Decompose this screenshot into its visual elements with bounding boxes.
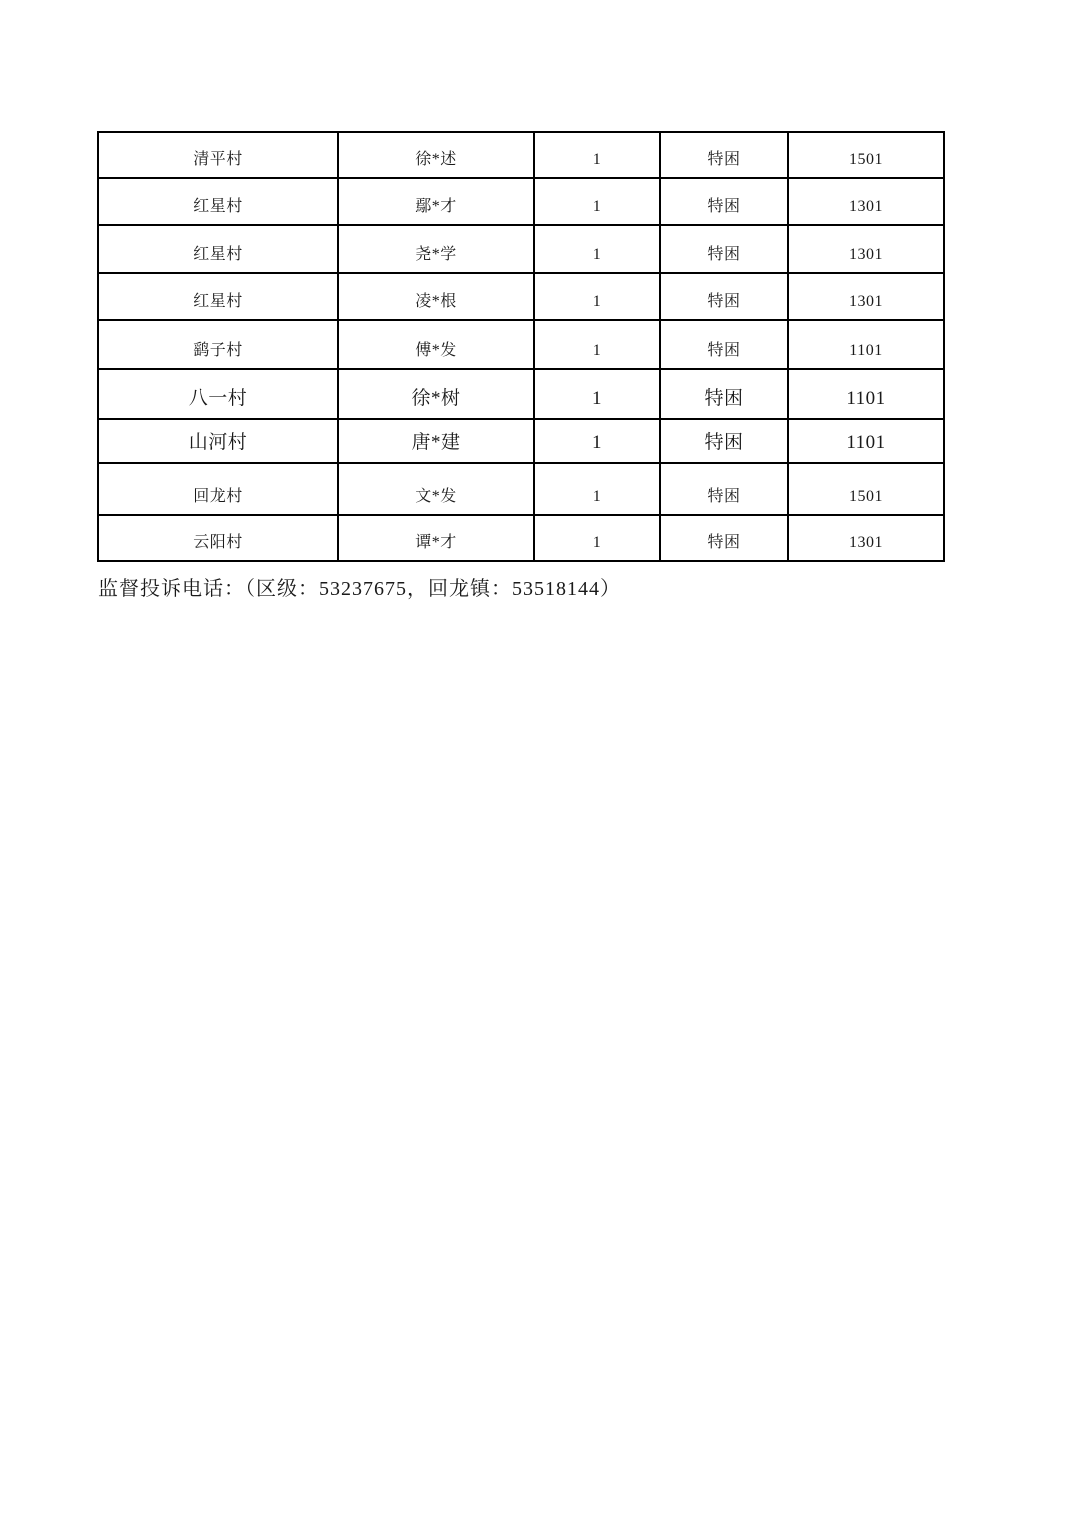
category-cell: 特困 xyxy=(660,419,788,463)
category-cell: 特困 xyxy=(660,515,788,561)
table-row xyxy=(98,178,944,225)
amount-cell: 1301 xyxy=(788,178,944,225)
person-name-cell: 凌*根 xyxy=(338,273,534,320)
amount-cell: 1301 xyxy=(788,225,944,273)
count-cell: 1 xyxy=(534,515,660,561)
table-row xyxy=(98,515,944,561)
count-cell: 1 xyxy=(534,419,660,463)
village-cell: 清平村 xyxy=(98,132,338,178)
category-cell: 特困 xyxy=(660,273,788,320)
person-name-cell: 徐*树 xyxy=(338,369,534,419)
category-cell: 特困 xyxy=(660,463,788,515)
person-name-cell: 谭*才 xyxy=(338,515,534,561)
benefit-table xyxy=(97,131,945,562)
village-cell: 云阳村 xyxy=(98,515,338,561)
table-row xyxy=(98,132,944,178)
village-cell: 红星村 xyxy=(98,225,338,273)
category-cell: 特困 xyxy=(660,369,788,419)
amount-cell: 1501 xyxy=(788,463,944,515)
category-cell: 特困 xyxy=(660,225,788,273)
count-cell: 1 xyxy=(534,463,660,515)
person-name-cell: 尧*学 xyxy=(338,225,534,273)
person-name-cell: 鄢*才 xyxy=(338,178,534,225)
table-row xyxy=(98,369,944,419)
category-cell: 特困 xyxy=(660,132,788,178)
person-name-cell: 唐*建 xyxy=(338,419,534,463)
village-cell: 山河村 xyxy=(98,419,338,463)
person-name-cell: 傅*发 xyxy=(338,320,534,369)
complaint-hotline-text: 监督投诉电话：（区级：53237675，回龙镇：53518144） xyxy=(98,578,621,600)
table-row xyxy=(98,463,944,515)
count-cell: 1 xyxy=(534,273,660,320)
category-cell: 特困 xyxy=(660,178,788,225)
amount-cell: 1301 xyxy=(788,273,944,320)
amount-cell: 1101 xyxy=(788,320,944,369)
amount-cell: 1101 xyxy=(788,369,944,419)
category-cell: 特困 xyxy=(660,320,788,369)
person-name-cell: 文*发 xyxy=(338,463,534,515)
count-cell: 1 xyxy=(534,369,660,419)
village-cell: 鹞子村 xyxy=(98,320,338,369)
table-row xyxy=(98,320,944,369)
count-cell: 1 xyxy=(534,225,660,273)
count-cell: 1 xyxy=(534,178,660,225)
table-row xyxy=(98,273,944,320)
count-cell: 1 xyxy=(534,320,660,369)
village-cell: 红星村 xyxy=(98,178,338,225)
table-row xyxy=(98,225,944,273)
village-cell: 八一村 xyxy=(98,369,338,419)
amount-cell: 1501 xyxy=(788,132,944,178)
village-cell: 回龙村 xyxy=(98,463,338,515)
table-row xyxy=(98,419,944,463)
amount-cell: 1301 xyxy=(788,515,944,561)
person-name-cell: 徐*述 xyxy=(338,132,534,178)
village-cell: 红星村 xyxy=(98,273,338,320)
count-cell: 1 xyxy=(534,132,660,178)
amount-cell: 1101 xyxy=(788,419,944,463)
